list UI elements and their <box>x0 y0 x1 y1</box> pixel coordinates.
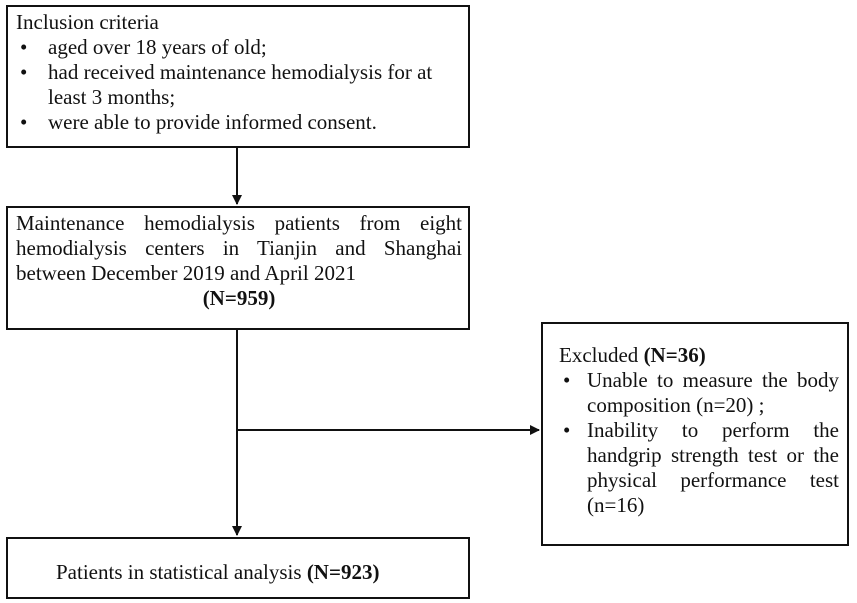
excluded-box <box>541 322 849 546</box>
excluded-heading <box>559 343 839 368</box>
excluded-item: • Inability to perform the handgrip strength test or the physical performance test (n=16) <box>559 418 839 518</box>
excluded-list <box>559 368 839 518</box>
inclusion-item: • aged over 18 years of old; <box>16 35 462 60</box>
excluded-label: Excluded <box>559 343 644 367</box>
cohort-text: Maintenance hemodialysis patients from eight hemodialysis centers in Tianjin and Shanghai between December 2019 and April 2021 <box>16 211 462 285</box>
inclusion-list <box>16 35 462 135</box>
inclusion-criteria-box <box>6 5 470 148</box>
analysis-box <box>6 537 470 599</box>
inclusion-item: • were able to provide informed consent. <box>16 110 462 135</box>
excluded-item: • Unable to measure the body composition (n=20) ; <box>559 368 839 418</box>
inclusion-item: • had received maintenance hemodialysis for at least 3 months; <box>16 60 462 110</box>
cohort-count: (N=959) <box>202 286 276 310</box>
analysis-count: (N=923) <box>306 560 380 584</box>
analysis-label: Patients in statistical analysis <box>56 560 307 584</box>
excluded-count: (N=36) <box>643 343 706 367</box>
inclusion-title: Inclusion criteria <box>16 10 159 34</box>
cohort-box <box>6 206 470 330</box>
